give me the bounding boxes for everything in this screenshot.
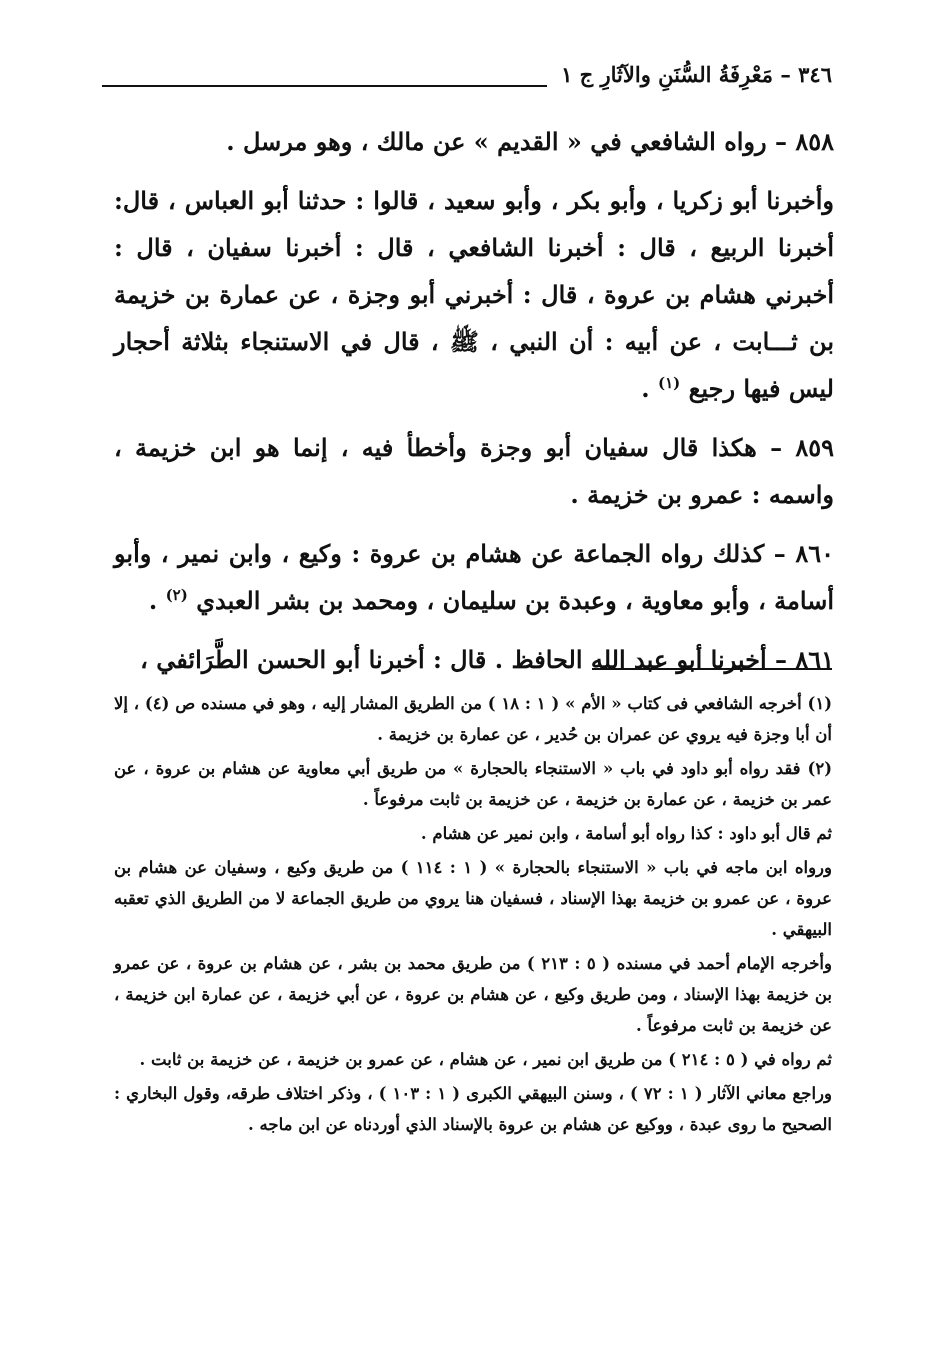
paragraph-text: وأخبرنا أبو زكريا ، وأبو بكر ، وأبو سعيد ، قالوا : حدثنا أبو العباس ، قال: أخبرنا الربيع ، قال : أخبرنا الشافعي ، قال : أخبرنا سفيان ، قال : أخبرني هشام بن عروة ، قال : أخبرني أبو وجزة ، عن عمارة بن خزيمة بن ثـــابت ، عن أبيه : أن النبي ، ﷺ ، قال في الاستنجاء بثلاثة أحجار ليس فيها رجيع <box>114 186 834 403</box>
footnote-2-cont: ثم قال أبو داود : كذا رواه أبو أسامة ، وابن نمير عن هشام . <box>420 824 832 843</box>
end-dot: . <box>148 586 158 615</box>
footnotes <box>114 688 832 1143</box>
footnote-2-refs: وراجع معاني الآثار ( ١ : ٧٢ ) ، وسنن البيهقي الكبرى ( ١ : ١٠٣ ) ، وذكر اختلاف طرقه، وقول البخاري : الصحيح ما روى عبدة ، ووكيع عن هشام بن عروة بالإسناد الذي أوردناه عن ابن ماجه . <box>114 1084 832 1134</box>
paragraph-861 <box>114 636 834 683</box>
footnote-2-ibn-majah: ورواه ابن ماجه في باب « الاستنجاء بالحجارة » ( ١ : ١١٤ ) من طريق وكيع ، وسفيان عن هشام بن عروة ، عن عمرو بن خزيمة بهذا الإسناد ، فسفيان هنا يروي من طريق الجماعة لا من الطريق الذي تعقبه البيهقي . <box>114 858 832 939</box>
paragraph-859 <box>114 424 834 518</box>
paragraph-860 <box>114 530 834 624</box>
footnote-ref-1[interactable]: (١) <box>657 374 681 392</box>
end-dot: . <box>641 374 650 403</box>
footnote-2: (٢) فقد رواه أبو داود في باب « الاستنجاء بالحجارة » من طريق أبي معاوية عن هشام بن عروة ، عن عمر بن خزيمة ، عن عمارة بن خزيمة ، عن خزيمة بن ثابت مرفوعاً . <box>114 759 832 809</box>
paragraph-text: ٨٦١ – أخبرنا أبو عبد الله الحافظ . قال : أخبرنا أبو الحسن الطَّرَائفي ، <box>140 645 834 674</box>
footnote-separator <box>592 668 832 670</box>
paragraph-isnad <box>114 177 834 412</box>
footnote-ref-2[interactable]: (٢) <box>165 586 188 604</box>
footnote-1: (١) أخرجه الشافعي فى كتاب « الأم » ( ١ : ١٨ ) من الطريق المشار إليه ، وهو في مسنده ص (٤) ، إلا أن أبا وجزة فيه يروي عن عمران بن حُدير ، عن عمارة بن خزيمة . <box>114 694 832 744</box>
running-title: ٣٤٦ – مَعْرِفَةُ السُّنَنِ والآثَارِ ج ١ <box>561 62 832 87</box>
paragraph-text: ٨٦٠ – كذلك رواه الجماعة عن هشام بن عروة : وكيع ، وابن نمير ، وأبو أسامة ، وأبو معاوية ، وعبدة بن سليمان ، ومحمد بن بشر العبدي <box>114 539 834 615</box>
footnote-2-ahmad-cont: ثم رواه في ( ٥ : ٢١٤ ) من طريق ابن نمير ، عن هشام ، عن عمرو بن خزيمة ، عن خزيمة بن ثابت . <box>139 1050 832 1069</box>
paragraph-text: ٨٥٩ – هكذا قال سفيان أبو وجزة وأخطأ فيه ، إنما هو ابن خزيمة ، واسمه : عمرو بن خزيمة . <box>114 433 834 509</box>
main-text <box>114 118 834 695</box>
paragraph-text: ٨٥٨ – رواه الشافعي في « القديم » عن مالك ، وهو مرسل . <box>226 127 834 156</box>
running-header <box>102 62 832 87</box>
header-rule <box>102 85 547 87</box>
paragraph-858 <box>114 118 834 165</box>
footnote-2-ahmad: وأخرجه الإمام أحمد في مسنده ( ٥ : ٢١٣ ) من طريق محمد بن بشر ، عن هشام بن عروة ، عن عمرو بن خزيمة بهذا الإسناد ، ومن طريق وكيع ، عن هشام بن عروة ، عن أبي خزيمة ، عن عمارة ابن خزيمة ، عن خزيمة بن ثابت مرفوعاً . <box>114 954 832 1035</box>
